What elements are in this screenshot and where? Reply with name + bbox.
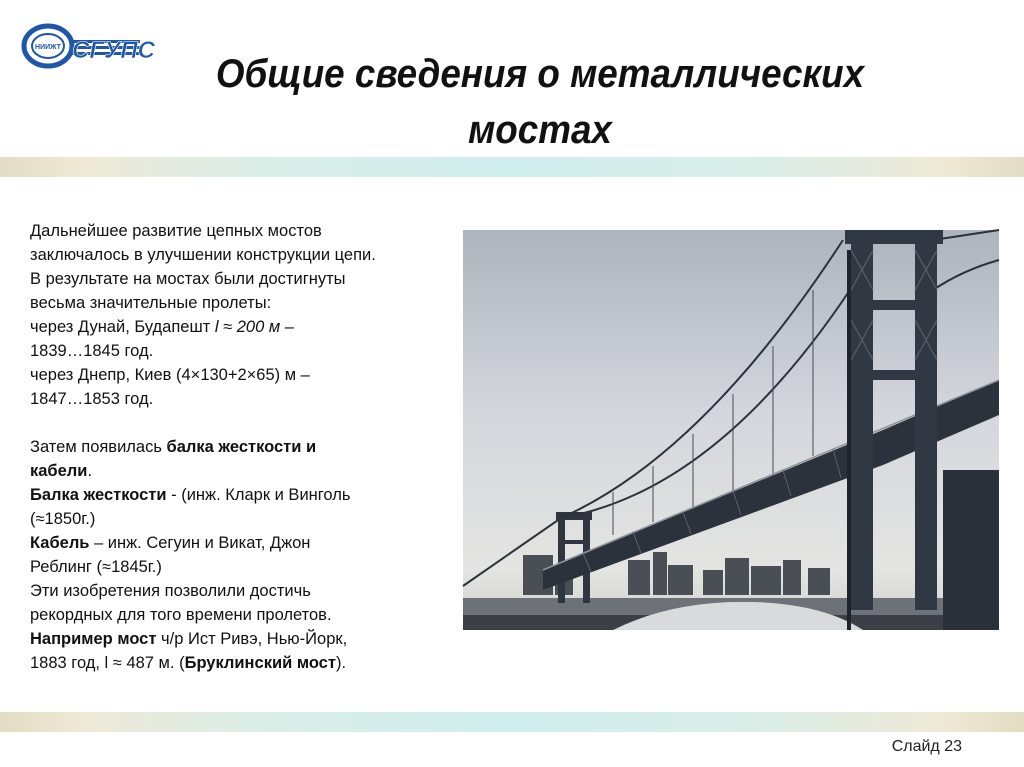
slide-body bbox=[30, 219, 460, 675]
body-line: Эти изобретения позволили достичь bbox=[30, 582, 311, 600]
body-line: В результате на мостах были достигнуты bbox=[30, 270, 346, 288]
svg-text:СГУПС: СГУПС bbox=[72, 37, 155, 64]
body-line: 1839…1845 год. bbox=[30, 342, 154, 360]
body-line: Например мост ч/р Ист Ривэ, Нью-Йорк, bbox=[30, 630, 348, 648]
body-line: через Днепр, Киев (4×130+2×65) м – bbox=[30, 366, 310, 384]
body-line: Дальнейшее развитие цепных мостов bbox=[30, 222, 322, 240]
body-line: заключалось в улучшении конструкции цепи. bbox=[30, 246, 376, 264]
top-divider-band bbox=[0, 157, 1024, 177]
body-line: Затем появилась балка жесткости и bbox=[30, 438, 317, 456]
body-line: Реблинг (≈1845г.) bbox=[30, 558, 162, 576]
body-line: 1847…1853 год. bbox=[30, 390, 154, 408]
body-line: (≈1850г.) bbox=[30, 510, 96, 528]
slide-number: Слайд 23 bbox=[891, 738, 962, 755]
bridge-photo bbox=[463, 230, 999, 630]
bottom-divider-band bbox=[0, 712, 1024, 732]
body-line: Балка жесткости - (инж. Кларк и Винголь bbox=[30, 486, 351, 504]
svg-text:НИИЖТ: НИИЖТ bbox=[35, 44, 61, 51]
sgups-logo bbox=[18, 16, 155, 76]
body-line: через Дунай, Будапешт l ≈ 200 м – bbox=[30, 318, 294, 336]
body-line: Кабель – инж. Сегуин и Викат, Джон bbox=[30, 534, 311, 552]
body-line: рекордных для того времени пролетов. bbox=[30, 606, 332, 624]
body-line: 1883 год, l ≈ 487 м. (Бруклинский мост). bbox=[30, 654, 347, 672]
slide-title: Общие сведения о металлических мостах bbox=[215, 52, 865, 152]
body-line: весьма значительные пролеты: bbox=[30, 294, 272, 312]
body-line: кабели. bbox=[30, 462, 93, 480]
